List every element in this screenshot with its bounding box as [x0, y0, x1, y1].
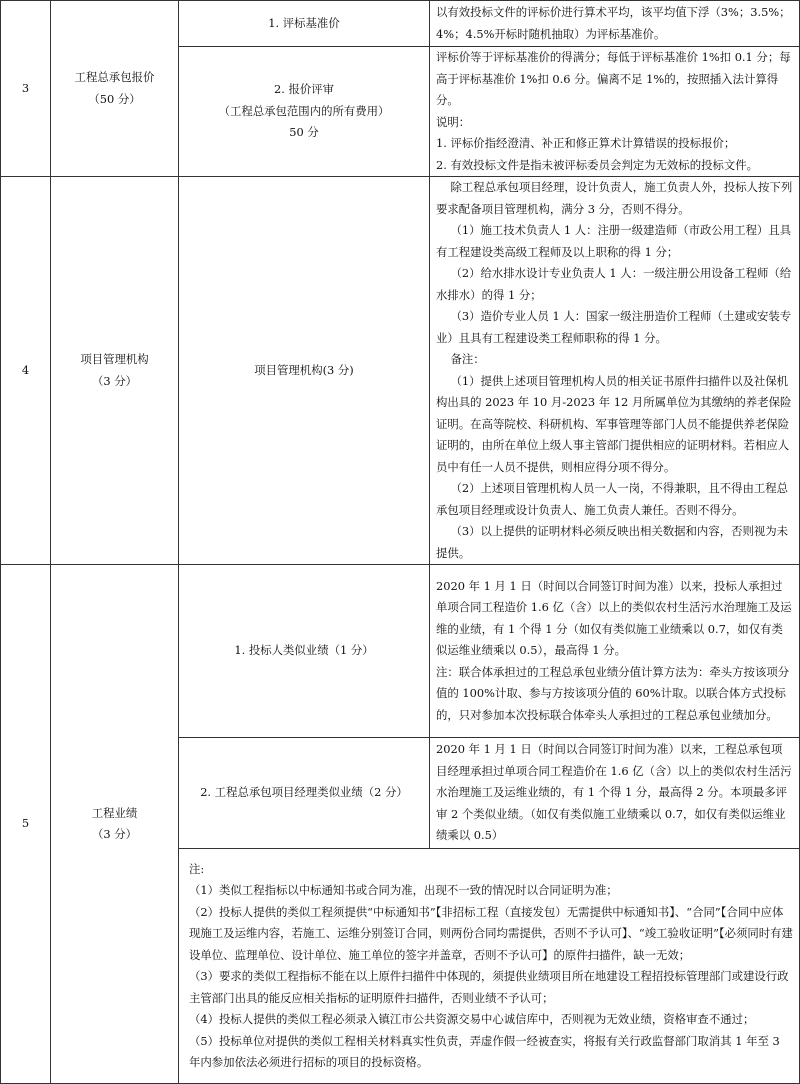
subitem-cell: 1. 投标人类似业绩（1 分） [179, 565, 430, 738]
category-name: 项目管理机构 [80, 352, 149, 366]
detail-paragraph: 评标价等于评标基准价的得满分；每低于评标基准价 1%扣 0.1 分；每高于评标基准价 1%扣 0.6 分。偏离不足 1%的，按照插入法计算得分。 [436, 50, 791, 107]
detail-paragraph: 注：联合体承担过的工程总承包业绩分值计算方法为：牵头方按该项分值的 100%计取、参与方按该项分值的 60%计取。以联合体方式投标的，只对参加本次投标联合体牵头人承担过的工程总承包业绩加分。 [436, 664, 790, 722]
category-name: 工程总承包报价 [74, 70, 155, 84]
subitem-scope: （工程总承包范围内的所有费用） [218, 103, 390, 118]
detail-paragraph: 2. 有效投标文件是指未被评标委员会判定为无效标的投标文件。 [436, 157, 759, 172]
subitem-cell: 1. 评标基准价 [179, 1, 430, 47]
detail-paragraph: （3）以上提供的证明材料必须反映出相关数据和内容，否则视为未提供。 [436, 524, 789, 560]
subitem-cell: 项目管理机构(3 分) [179, 177, 430, 565]
note-item: （1）类似工程指标以中标通知书或合同为准，出现不一致的情况时以合同证明为准； [189, 883, 618, 897]
note-item: （4）投标人提供的类似工程必须录入镇江市公共资源交易中心诚信库中，否则视为无效业绩，资格审查不通过； [189, 1012, 755, 1026]
table-row-3 [1, 1, 800, 47]
subitem-score: 50 分 [289, 125, 319, 140]
category-score: （3 分） [91, 827, 138, 841]
category-cell [51, 1, 179, 177]
notes-heading: 注: [189, 861, 205, 876]
row-number: 3 [1, 1, 51, 177]
category-score: （3 分） [91, 373, 138, 388]
category-cell [51, 565, 179, 1084]
table-row-5 [1, 565, 800, 738]
table-row-4 [1, 177, 800, 565]
detail-cell [430, 565, 800, 738]
note-item: （3）要求的类似工程指标不能在以上原件扫描件中体现的，须提供业绩项目所在地建设工程招投标管理部门或建设行政主管部门出具的能反应相关指标的证明原件扫描件，否则业绩不予认可； [189, 969, 789, 1005]
detail-paragraph: （2）上述项目管理机构人员一人一岗，不得兼职，且不得由工程总承包项目经理或设计负责人、施工负责人兼任。否则不得分。 [436, 481, 789, 517]
row-number: 5 [1, 565, 51, 1084]
detail-paragraph: 说明： [436, 114, 471, 129]
subitem-cell [179, 47, 430, 177]
detail-paragraph: 除工程总承包项目经理，设计负责人，施工负责人外，投标人按下列要求配备项目管理机构，满分 3 分，否则不得分。 [436, 180, 793, 216]
detail-paragraph: （2）给水排水设计专业负责人 1 人：一级注册公用设备工程师（给水排水）的得 1 分； [436, 266, 792, 302]
note-item: （2）投标人提供的类似工程须提供“中标通知书”【非招标工程（直接发包）无需提供中标通知书】、“合同”【合同中应体现施工及运维内容，若施工、运维分别签订合同，则两份合同均需提供，否则不予认可】、“竣工验收证明”【必须同时有建设单位、监理单位、设计单位、施工单位的签字并盖章，否则不予认可】的原件扫描件，缺一无效； [189, 904, 793, 962]
detail-cell [430, 177, 800, 565]
note-item: （5）投标单位对提供的类似工程相关材料真实性负责，弄虚作假一经被查实，将报有关行政监督部门取消其 1 年至 3 年内参加依法必须进行招标的项目的投标资格。 [189, 1033, 780, 1069]
detail-cell: 以有效投标文件的评标价进行算术平均，该平均值下浮（3%；3.5%；4%；4.5%开标时随机抽取）为评标基准价。 [430, 1, 800, 47]
category-score: （50 分） [88, 91, 141, 106]
detail-cell [430, 47, 800, 177]
detail-paragraph: 2020 年 1 月 1 日（时间以合同签订时间为准）以来，投标人承担过单项合同工程造价 1.6 亿（含）以上的类似农村生活污水治理施工及运维的业绩，有 1 个得 1 分（如仅有类似施工业绩乘以 0.7，如仅有类似运维业绩乘以 0.5），最高得 1 分。 [436, 578, 792, 658]
category-name: 工程业绩 [91, 805, 138, 820]
detail-paragraph: 1. 评标价指经澄清、补正和修正算术计算错误的投标报价； [436, 136, 736, 150]
row-number: 4 [1, 177, 51, 565]
detail-paragraph: （1）施工技术负责人 1 人：注册一级建造师（市政公用工程）且具有工程建设类高级工程师及以上职称的得 1 分； [436, 223, 792, 259]
category-cell [51, 177, 179, 565]
detail-paragraph: （3）造价专业人员 1 人：国家一级注册造价工程师（土建或安装专业）且具有工程建设类工程师职称的得 1 分。 [436, 309, 792, 345]
notes-cell [179, 849, 800, 1084]
subitem-cell: 2. 工程总承包项目经理类似业绩（2 分） [179, 738, 430, 849]
detail-paragraph: （1）提供上述项目管理机构人员的相关证书原件扫描件以及社保机构出具的 2023 年 10 月-2023 年 12 月所属单位为其缴纳的养老保险证明。在高等院校、科研机构、军事管理等部门人员不能提供养老保险证明的，由所在单位上级人事主管部门提供相应的证明材料。若相应人员中有任一人员不提供，则相应得分项不得分。 [436, 373, 792, 474]
detail-paragraph: 备注： [450, 352, 485, 366]
subitem-title: 2. 报价评审 [273, 82, 335, 97]
detail-cell: 2020 年 1 月 1 日（时间以合同签订时间为准）以来，工程总承包项目经理承担过单项合同工程造价在 1.6 亿（含）以上的类似农村生活污水治理施工及运维业绩的，有 1 个得 1 分，最高得 2 分。本项最多评审 2 个类似业绩。（如仅有类似施工业绩乘以 0.7，如仅有类似运维业绩乘以 0.5） [430, 738, 800, 849]
